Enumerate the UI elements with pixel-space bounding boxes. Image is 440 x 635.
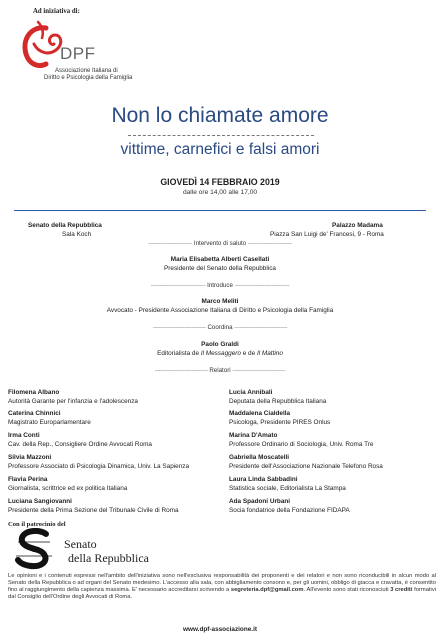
speaker-role: Psicologa, Presidente PIRES Onlus: [229, 419, 331, 426]
speaker-role: Professore Ordinario di Sociologia, Univ. Roma Tre: [229, 441, 374, 448]
section-intro: ------------------------------- Introduce -------------------------------: [150, 282, 290, 289]
intro-speaker-role: Avvocato - Presidente Associazione Italiana di Diritto e Psicologia della Famiglia: [106, 307, 334, 314]
section-divider: [14, 210, 426, 211]
speaker-role: Statistica sociale, Editorialista La Stampa: [229, 485, 346, 492]
greeting-speaker-name: Maria Elisabetta Alberti Casellati: [170, 256, 270, 263]
senate-emblem-icon: [10, 528, 58, 570]
event-title: Non lo chiamate amore: [111, 104, 329, 127]
speaker-name: Gabriella Moscatelli: [229, 454, 290, 461]
speaker-name: Silvia Mazzoni: [8, 454, 52, 461]
moderator-role: Editorialista de Il Messaggero e de Il Mattino: [157, 350, 283, 357]
event-subtitle: vittime, carnefici e falsi amori: [120, 141, 320, 158]
speaker-role: Giornalista, scrittrice ed ex politica Italiana: [8, 485, 128, 492]
speaker-role: Deputata della Repubblica Italiana: [229, 398, 327, 405]
section-greeting: ------------------------- Intervento di saluto -------------------------: [148, 240, 292, 247]
greeting-speaker-role: Presidente del Senato della Repubblica: [164, 265, 276, 272]
speaker-role: Professore Associato di Psicologia Dinamica, Univ. La Sapienza: [8, 463, 190, 470]
speaker-name: Caterina Chinnici: [8, 410, 61, 417]
moderator-name: Paolo Graldi: [201, 341, 239, 348]
initiative-label: Ad iniziativa di:: [33, 8, 80, 15]
speaker-name: Filomena Albano: [8, 389, 60, 396]
speaker-name: Flavia Perina: [8, 476, 48, 483]
speaker-role: Autorità Garante per l'infanzia e l'adolescenza: [8, 398, 138, 405]
speaker-name: Ada Spadoni Urbani: [229, 498, 291, 505]
disclaimer-text: Le opinioni e i contenuti espressi nell'ambito dell'iniziativa sono nell'esclusiva responsabilità dei proponenti e dei relatori e non sono riconducibili in alcun modo al Senato della Repubblica o ad organi del Senato medesimo. L'accesso alla sala, con abbigliamento consono e, per gli uomini, obbligo di giacca e cravatta, è consentito fino al raggiungimento della capienza massima. E' necessario accreditarsi scrivendo a segreteria.dpf@gmail.com. All'evento sono stati riconosciuti 3 crediti formativi dal Consiglio dell'Ordine degli Avvocati di Roma.: [8, 573, 437, 600]
venue-name: Senato della Repubblica: [28, 222, 102, 229]
association-name-line1: Associazione Italiana di: [55, 68, 118, 74]
speaker-name: Irma Conti: [8, 432, 40, 439]
association-name-line2: Diritto e Psicologia della Famiglia: [44, 75, 133, 81]
patronage-label: Con il patrocinio del: [8, 521, 66, 528]
event-time: dalle ore 14,00 alle 17,00: [182, 189, 258, 196]
speaker-name: Lucia Annibali: [229, 389, 273, 396]
senate-name-line2: della Repubblica: [68, 551, 149, 565]
intro-speaker-name: Marco Meliti: [201, 298, 239, 305]
section-moderator: ------------------------------ Coordina ------------------------------: [152, 324, 288, 331]
speaker-name: Maddalena Cialdella: [229, 410, 291, 417]
logo-wordmark: DPF: [60, 44, 96, 63]
speaker-name: Laura Linda Sabbadini: [229, 476, 298, 483]
event-date: GIOVEDÌ 14 FEBBRAIO 2019: [160, 177, 280, 187]
senate-name-line1: Senato: [64, 537, 97, 551]
speaker-name: Marina D'Amato: [229, 432, 278, 439]
section-speakers: ------------------------------ Relatori ------------------------------: [154, 367, 286, 374]
speaker-name: Luciana Sangiovanni: [8, 498, 72, 505]
contact-email[interactable]: segreteria.dpf@gmail.com: [230, 587, 304, 593]
speaker-role: Presidente della Prima Sezione del Tribunale Civile di Roma: [8, 507, 179, 514]
venue-room: Sala Koch: [62, 231, 92, 238]
speaker-role: Cav. della Rep., Consigliere Ordine Avvocati Roma: [8, 441, 152, 448]
title-divider: [128, 135, 314, 136]
website-link[interactable]: www.dpf-associazione.it: [183, 626, 257, 633]
venue-building: Palazzo Madama: [332, 222, 383, 229]
speaker-role: Presidente dell'Associazione Nazionale Telefono Rosa: [229, 463, 383, 470]
speaker-role: Magistrato Europarlamentare: [8, 419, 91, 426]
venue-address: Piazza San Luigi de' Francesi, 9 - Roma: [270, 231, 384, 238]
speaker-role: Socia fondatrice della Fondazione FIDAPA: [229, 507, 350, 514]
